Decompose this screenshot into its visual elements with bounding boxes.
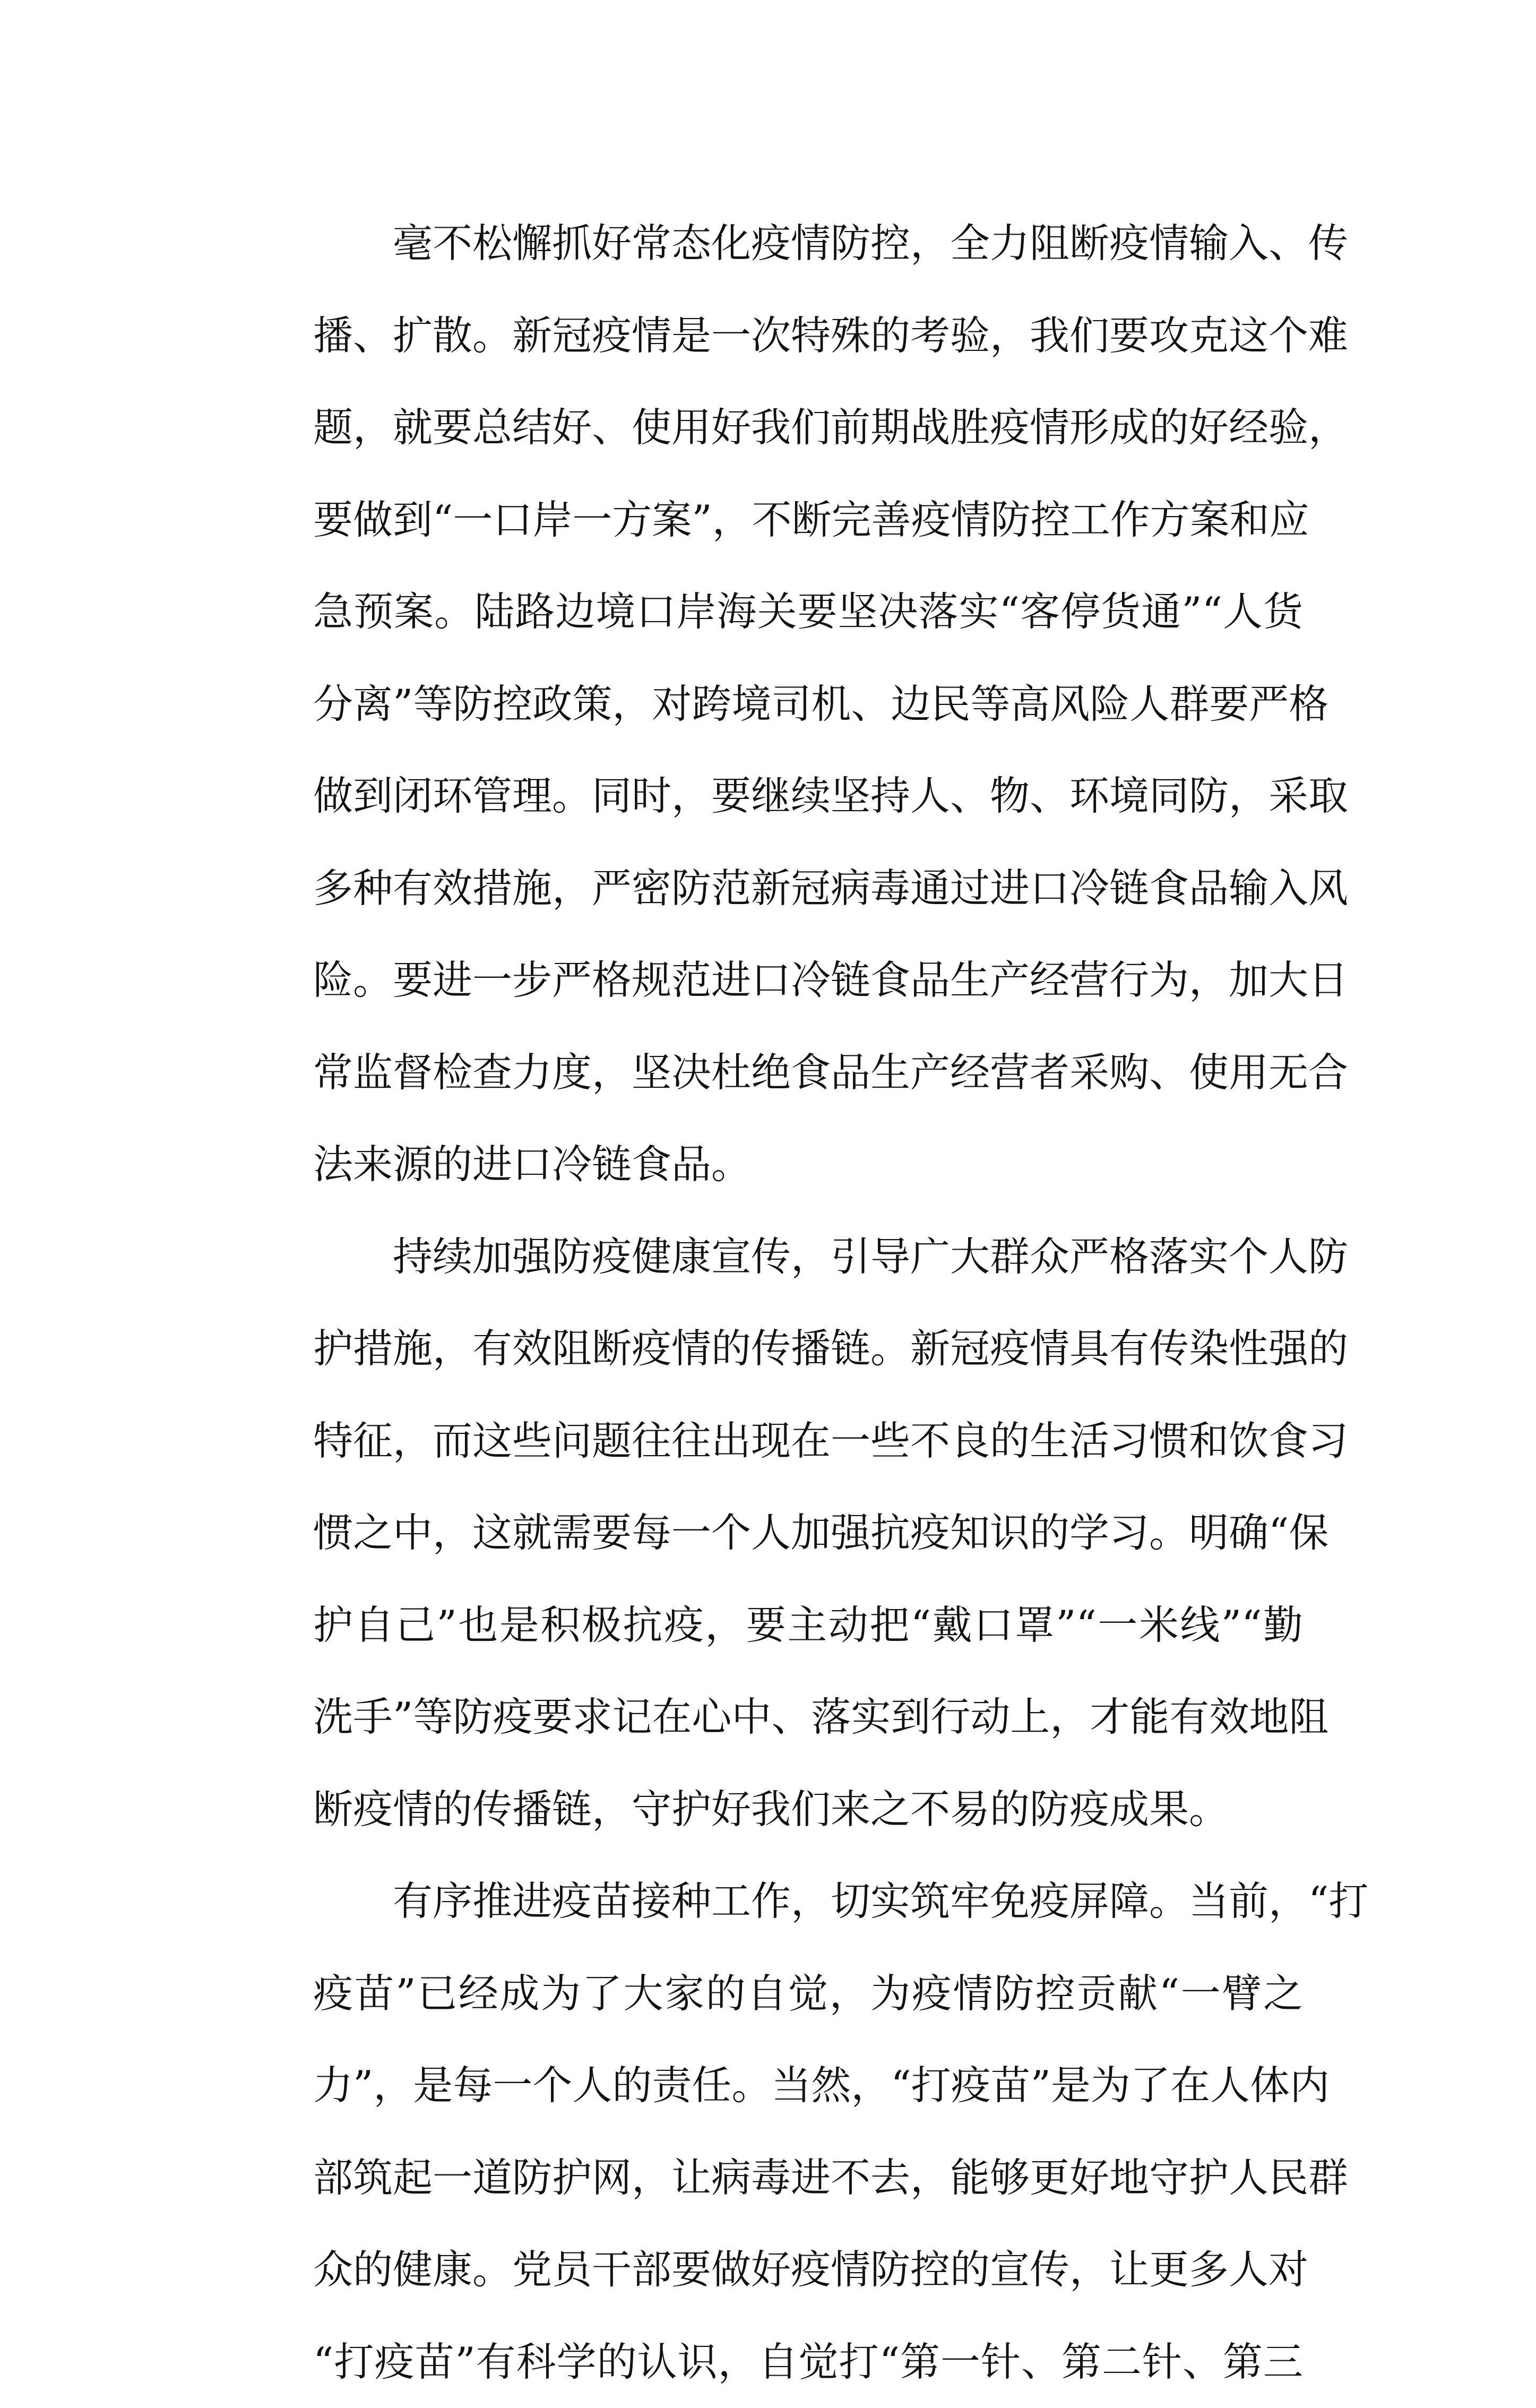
document-body [234,197,1303,2408]
text-line: 分离”等防控政策，对跨境司机、边民等高风险人群要严格 [234,658,1303,751]
text-line: “打疫苗”有科学的认识，自觉打“第一针、第二针、第三 [234,2316,1303,2408]
paragraph-epidemic-control [234,197,1303,1211]
text-line: 部筑起一道防护网，让病毒进不去，能够更好地守护人民群 [234,2132,1303,2224]
text-line: 播、扩散。新冠疫情是一次特殊的考验，我们要攻克这个难 [234,290,1303,382]
text-line: 惯之中，这就需要每一个人加强抗疫知识的学习。明确“保 [234,1487,1303,1579]
text-line: 洗手”等防疫要求记在心中、落实到行动上，才能有效地阻 [234,1671,1303,1764]
text-line: 疫苗”已经成为了大家的自觉，为疫情防控贡献“一臂之 [234,1948,1303,2040]
text-line: 险。要进一步严格规范进口冷链食品生产经营行为，加大日 [234,934,1303,1027]
text-line: 题，就要总结好、使用好我们前期战胜疫情形成的好经验， [234,382,1303,474]
text-line: 常监督检查力度，坚决杜绝食品生产经营者采购、使用无合 [234,1027,1303,1119]
text-line: 要做到“一口岸一方案”，不断完善疫情防控工作方案和应 [234,474,1303,566]
text-line: 有序推进疫苗接种工作，切实筑牢免疫屏障。当前，“打 [234,1855,1303,1948]
text-line: 特征，而这些问题往往出现在一些不良的生活习惯和饮食习 [234,1395,1303,1487]
paragraph-vaccination [234,1855,1303,2408]
text-line: 断疫情的传播链，守护好我们来之不易的防疫成果。 [234,1764,1303,1856]
text-line: 护自己”也是积极抗疫，要主动把“戴口罩”“一米线”“勤 [234,1579,1303,1672]
text-line: 护措施，有效阻断疫情的传播链。新冠疫情具有传染性强的 [234,1303,1303,1395]
text-line: 毫不松懈抓好常态化疫情防控，全力阻断疫情输入、传 [234,197,1303,290]
text-line: 力”，是每一个人的责任。当然，“打疫苗”是为了在人体内 [234,2040,1303,2132]
text-line: 多种有效措施，严密防范新冠病毒通过进口冷链食品输入风 [234,842,1303,935]
text-line: 法来源的进口冷链食品。 [234,1119,1303,1211]
text-line: 持续加强防疫健康宣传，引导广大群众严格落实个人防 [234,1211,1303,1303]
text-line: 众的健康。党员干部要做好疫情防控的宣传，让更多人对 [234,2224,1303,2316]
text-line: 做到闭环管理。同时，要继续坚持人、物、环境同防，采取 [234,750,1303,842]
paragraph-health-publicity [234,1211,1303,1856]
text-line: 急预案。陆路边境口岸海关要坚决落实“客停货通”“人货 [234,566,1303,658]
